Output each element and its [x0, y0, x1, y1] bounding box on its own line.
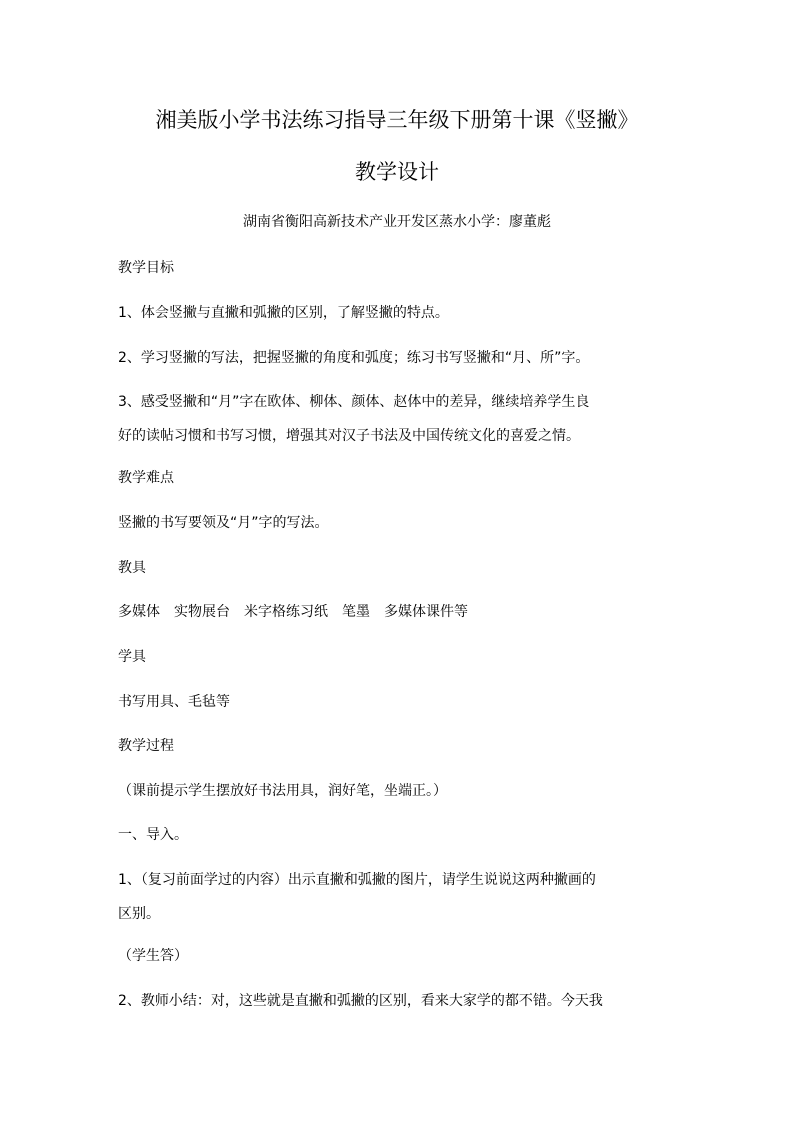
document-author: 湖南省衡阳高新技术产业开发区蒸水小学：廖董彪 — [243, 214, 551, 230]
section-heading-process: 教学过程 — [118, 738, 174, 754]
student-answer-note: （学生答） — [118, 948, 188, 964]
difficulty-text: 竖撇的书写要领及“月”字的写法。 — [118, 515, 329, 531]
teaching-aids-text: 多媒体 实物展台 米字格练习纸 笔墨 多媒体课件等 — [118, 604, 468, 620]
student-tools-text: 书写用具、毛毡等 — [118, 694, 230, 710]
step-1-heading: 一、导入。 — [118, 827, 188, 843]
section-heading-teaching-aids: 教具 — [118, 560, 146, 576]
objective-2: 2、学习竖撇的写法，把握竖撇的角度和弧度；练习书写竖撇和“月、所”字。 — [118, 350, 590, 366]
step-1-item-2-line-1: 2、教师小结：对，这些就是直撇和弧撇的区别，看来大家学的都不错。今天我 — [118, 993, 603, 1009]
section-heading-difficulty: 教学难点 — [118, 470, 174, 486]
step-1-item-1-line-2: 区别。 — [118, 906, 160, 922]
objective-3-line-2: 好的读帖习惯和书写习惯，增强其对汉子书法及中国传统文化的喜爱之情。 — [118, 428, 580, 444]
section-heading-objectives: 教学目标 — [118, 260, 174, 276]
objective-1: 1、体会竖撇与直撇和弧撇的区别，了解竖撇的特点。 — [118, 305, 449, 321]
document-title-line-1: 湘美版小学书法练习指导三年级下册第十课《竖撇》 — [155, 108, 639, 132]
objective-3-line-1: 3、感受竖撇和“月”字在欧体、柳体、颜体、赵体中的差异，继续培养学生良 — [118, 394, 590, 410]
process-preparation-note: （课前提示学生摆放好书法用具，润好笔，坐端正。） — [118, 783, 447, 799]
step-1-item-1-line-1: 1、（复习前面学过的内容）出示直撇和弧撇的图片，请学生说说这两种撇画的 — [118, 872, 596, 888]
section-heading-student-tools: 学具 — [118, 649, 146, 665]
document-title-line-2: 教学设计 — [355, 160, 439, 184]
